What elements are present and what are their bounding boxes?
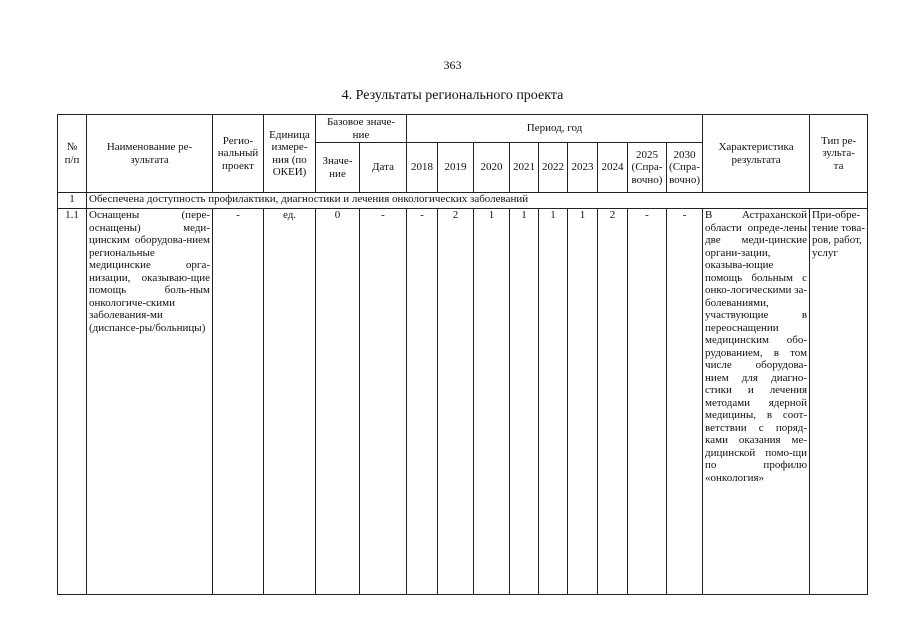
header-year: 2020 — [474, 143, 510, 193]
row-year-value: 1 — [539, 209, 568, 595]
row-name: Оснащены (пере-оснащены) меди-цинским оборудова-нием региональные медицинские орга-низации, оказываю-щие помощь боль-ным онкологиче-скими заболевания-ми (диспансе-ры/больницы) — [87, 209, 213, 595]
row-base-value: 0 — [316, 209, 360, 595]
section-title: 4. Результаты регионального проекта — [341, 88, 564, 103]
header-year: 2021 — [510, 143, 539, 193]
header-num: № п/п — [58, 115, 87, 193]
header-year: 2024 — [598, 143, 628, 193]
row-year-value: 2 — [438, 209, 474, 595]
row-regional: - — [213, 209, 264, 595]
row-year-value: 1 — [510, 209, 539, 595]
row-type: При-обре-тение това-ров, работ, услуг — [810, 209, 868, 595]
page-number: 363 — [443, 58, 462, 72]
header-base: Базовое значе- ние — [316, 115, 407, 143]
header-characteristic: Характеристика результата — [703, 115, 810, 193]
row-num: 1.1 — [58, 209, 87, 595]
header-type: Тип ре- зульта- та — [810, 115, 868, 193]
header-year: 2025 (Спра- вочно) — [628, 143, 667, 193]
header-year: 2023 — [568, 143, 598, 193]
row-year-value: 1 — [474, 209, 510, 595]
results-table — [57, 114, 868, 595]
row-unit: ед. — [264, 209, 316, 595]
row-year-value: - — [667, 209, 703, 595]
row-year-value: - — [407, 209, 438, 595]
header-year: 2019 — [438, 143, 474, 193]
header-unit: Единица измере- ния (по ОКЕИ) — [264, 115, 316, 193]
row-base-date: - — [360, 209, 407, 595]
section-text: Обеспечена доступность профилактики, диагностики и лечения онкологических заболеваний — [87, 193, 868, 209]
section-num: 1 — [58, 193, 87, 209]
header-year: 2018 — [407, 143, 438, 193]
header-year: 2030 (Спра- вочно) — [667, 143, 703, 193]
header-period: Период, год — [407, 115, 703, 143]
row-year-value: - — [628, 209, 667, 595]
row-year-value: 1 — [568, 209, 598, 595]
row-year-value: 2 — [598, 209, 628, 595]
row-characteristic: В Астраханской области опреде-лены две меди-цинские органи-зации, оказыва-ющие помощь больным с онко-логическими за-болеваниями, участвующие в переоснащении медицинским обо-рудованием, в том числе оборудова-нием для диагно-стики и лечения методами ядерной медицины, в соот-ветствии с поряд-ками оказания ме-дицинской помо-щи по профилю «онкология» — [703, 209, 810, 595]
header-base-date: Дата — [360, 143, 407, 193]
header-year: 2022 — [539, 143, 568, 193]
header-regional: Регио- нальный проект — [213, 115, 264, 193]
header-base-value: Значе- ние — [316, 143, 360, 193]
header-name: Наименование ре- зультата — [87, 115, 213, 193]
